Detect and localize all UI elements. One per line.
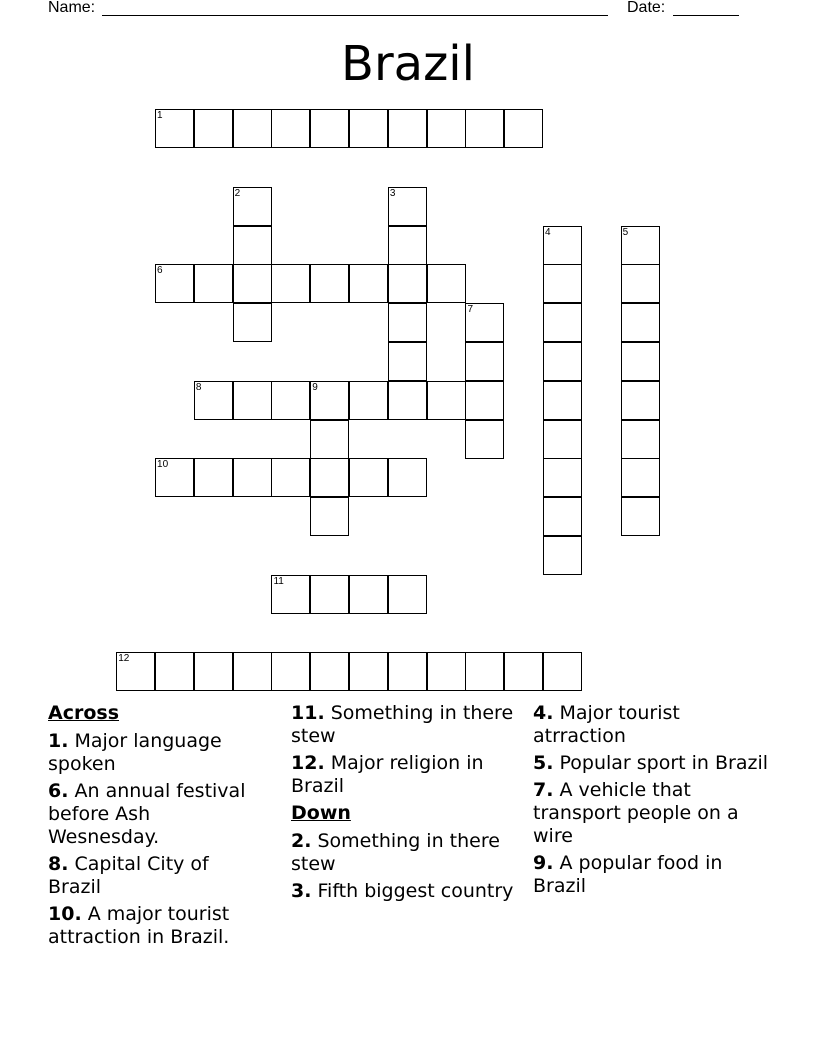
grid-cell[interactable] [155, 264, 194, 303]
grid-cell[interactable] [194, 381, 233, 420]
grid-cell[interactable] [233, 226, 272, 265]
grid-cell[interactable] [310, 381, 349, 420]
grid-cell[interactable] [388, 226, 427, 265]
grid-cell[interactable] [310, 575, 349, 614]
grid-cell[interactable] [427, 381, 466, 420]
grid-cell[interactable] [233, 187, 272, 226]
grid-cell[interactable] [233, 303, 272, 342]
grid-cell[interactable] [349, 264, 388, 303]
grid-cell[interactable] [504, 652, 543, 691]
clue-item [291, 880, 516, 903]
clue-item [48, 853, 263, 899]
clue-number: 6 [157, 265, 163, 277]
grid-cell[interactable] [388, 342, 427, 381]
grid-cell[interactable] [271, 652, 310, 691]
grid-cell[interactable] [543, 420, 582, 459]
grid-cell[interactable] [349, 109, 388, 148]
grid-cell[interactable] [621, 458, 660, 497]
grid-cell[interactable] [543, 303, 582, 342]
grid-cell[interactable] [427, 109, 466, 148]
grid-cell[interactable] [543, 342, 582, 381]
clue-item [48, 730, 263, 776]
grid-cell[interactable] [465, 342, 504, 381]
grid-cell[interactable] [349, 652, 388, 691]
grid-cell[interactable] [388, 652, 427, 691]
clue-number: 2 [234, 187, 241, 199]
clue-number: 5 [622, 226, 629, 238]
grid-cell[interactable] [388, 109, 427, 148]
grid-cell[interactable] [543, 536, 582, 575]
grid-cell[interactable] [621, 226, 660, 265]
grid-cell[interactable] [465, 381, 504, 420]
clue-item-number: 9. [533, 852, 554, 874]
grid-cell[interactable] [349, 458, 388, 497]
grid-cell[interactable] [465, 652, 504, 691]
grid-cell[interactable] [233, 381, 272, 420]
across-heading: Across [48, 702, 120, 724]
grid-cell[interactable] [465, 109, 504, 148]
down-heading: Down [291, 802, 351, 824]
grid-cell[interactable] [116, 652, 155, 691]
clue-item-number: 7. [533, 779, 554, 801]
grid-cell[interactable] [388, 381, 427, 420]
clue-item-number: 4. [533, 702, 554, 724]
clues-column-3 [533, 702, 773, 902]
grid-cell[interactable] [194, 652, 233, 691]
grid-cell[interactable] [310, 264, 349, 303]
grid-cell[interactable] [155, 458, 194, 497]
clue-item-number: 12. [291, 752, 325, 774]
grid-cell[interactable] [310, 109, 349, 148]
grid-cell[interactable] [388, 575, 427, 614]
grid-cell[interactable] [465, 420, 504, 459]
grid-cell[interactable] [621, 342, 660, 381]
grid-cell[interactable] [271, 458, 310, 497]
grid-cell[interactable] [271, 381, 310, 420]
grid-cell[interactable] [543, 497, 582, 536]
clue-item-number: 2. [291, 830, 312, 852]
page-title: Brazil [341, 36, 475, 92]
grid-cell[interactable] [621, 497, 660, 536]
grid-cell[interactable] [310, 497, 349, 536]
grid-cell[interactable] [194, 264, 233, 303]
grid-cell[interactable] [271, 575, 310, 614]
grid-cell[interactable] [504, 109, 543, 148]
clue-item-text: Fifth biggest country [311, 880, 514, 902]
grid-cell[interactable] [465, 303, 504, 342]
grid-cell[interactable] [388, 187, 427, 226]
grid-cell[interactable] [233, 652, 272, 691]
clue-item-text: A major tourist attraction in Brazil. [48, 903, 230, 948]
clue-item [291, 830, 516, 876]
clue-item [48, 780, 263, 849]
grid-cell[interactable] [233, 264, 272, 303]
grid-cell[interactable] [621, 420, 660, 459]
grid-cell[interactable] [155, 109, 194, 148]
clue-item-text: Something in there stew [291, 830, 500, 875]
clue-item-text: A vehicle that transport people on a wire [533, 779, 739, 847]
grid-cell[interactable] [349, 575, 388, 614]
clue-number: 11 [273, 575, 284, 587]
grid-cell[interactable] [271, 109, 310, 148]
clue-item [533, 779, 773, 848]
clue-item [291, 702, 516, 748]
clue-item-number: 10. [48, 903, 82, 925]
grid-cell[interactable] [310, 652, 349, 691]
clue-item-number: 11. [291, 702, 325, 724]
clues-column-1 [48, 702, 263, 953]
grid-cell[interactable] [233, 458, 272, 497]
grid-cell[interactable] [621, 264, 660, 303]
grid-cell[interactable] [388, 303, 427, 342]
grid-cell[interactable] [388, 458, 427, 497]
clue-item-text: Major tourist atrraction [533, 702, 680, 747]
clue-number: 1 [157, 110, 163, 122]
clue-item-text: Popular sport in Brazil [553, 752, 769, 774]
clues-column-2 [291, 702, 516, 907]
clue-item [533, 752, 773, 775]
clue-item-text: Capital City of Brazil [48, 853, 209, 898]
clue-item [291, 752, 516, 798]
grid-cell[interactable] [233, 109, 272, 148]
grid-cell[interactable] [349, 381, 388, 420]
grid-cell[interactable] [543, 458, 582, 497]
clue-number: 10 [157, 459, 169, 471]
name-label: Name: [48, 0, 96, 16]
clue-item-text: Major religion in Brazil [291, 752, 484, 797]
grid-cell[interactable] [543, 652, 582, 691]
clue-number: 12 [118, 653, 130, 665]
grid-cell[interactable] [388, 264, 427, 303]
clue-item-text: A popular food in Brazil [533, 852, 723, 897]
grid-cell[interactable] [621, 303, 660, 342]
clue-item-number: 6. [48, 780, 69, 802]
grid-cell[interactable] [310, 420, 349, 459]
grid-cell[interactable] [543, 264, 582, 303]
clue-number: 3 [389, 187, 396, 199]
grid-cell[interactable] [427, 652, 466, 691]
clue-number: 4 [545, 226, 551, 238]
grid-cell[interactable] [543, 226, 582, 265]
clue-item-number: 3. [291, 880, 312, 902]
clue-item [48, 903, 263, 949]
clue-item-text: An annual festival before Ash Wesnesday. [48, 780, 246, 848]
grid-cell[interactable] [621, 381, 660, 420]
clue-number: 7 [467, 304, 473, 316]
clue-item-number: 1. [48, 730, 69, 752]
date-label: Date: [627, 0, 666, 16]
clue-number: 9 [312, 381, 318, 393]
clue-item-number: 5. [533, 752, 554, 774]
grid-cell[interactable] [194, 109, 233, 148]
grid-cell[interactable] [271, 264, 310, 303]
clue-item-text: Major language spoken [48, 730, 222, 775]
clue-item [533, 702, 773, 748]
grid-cell[interactable] [543, 381, 582, 420]
clue-item-text: Something in there stew [291, 702, 514, 747]
grid-cell[interactable] [310, 458, 349, 497]
grid-cell[interactable] [427, 264, 466, 303]
grid-cell[interactable] [194, 458, 233, 497]
clue-item-number: 8. [48, 853, 69, 875]
clue-item [533, 852, 773, 898]
grid-cell[interactable] [155, 652, 194, 691]
clue-number: 8 [195, 381, 202, 393]
